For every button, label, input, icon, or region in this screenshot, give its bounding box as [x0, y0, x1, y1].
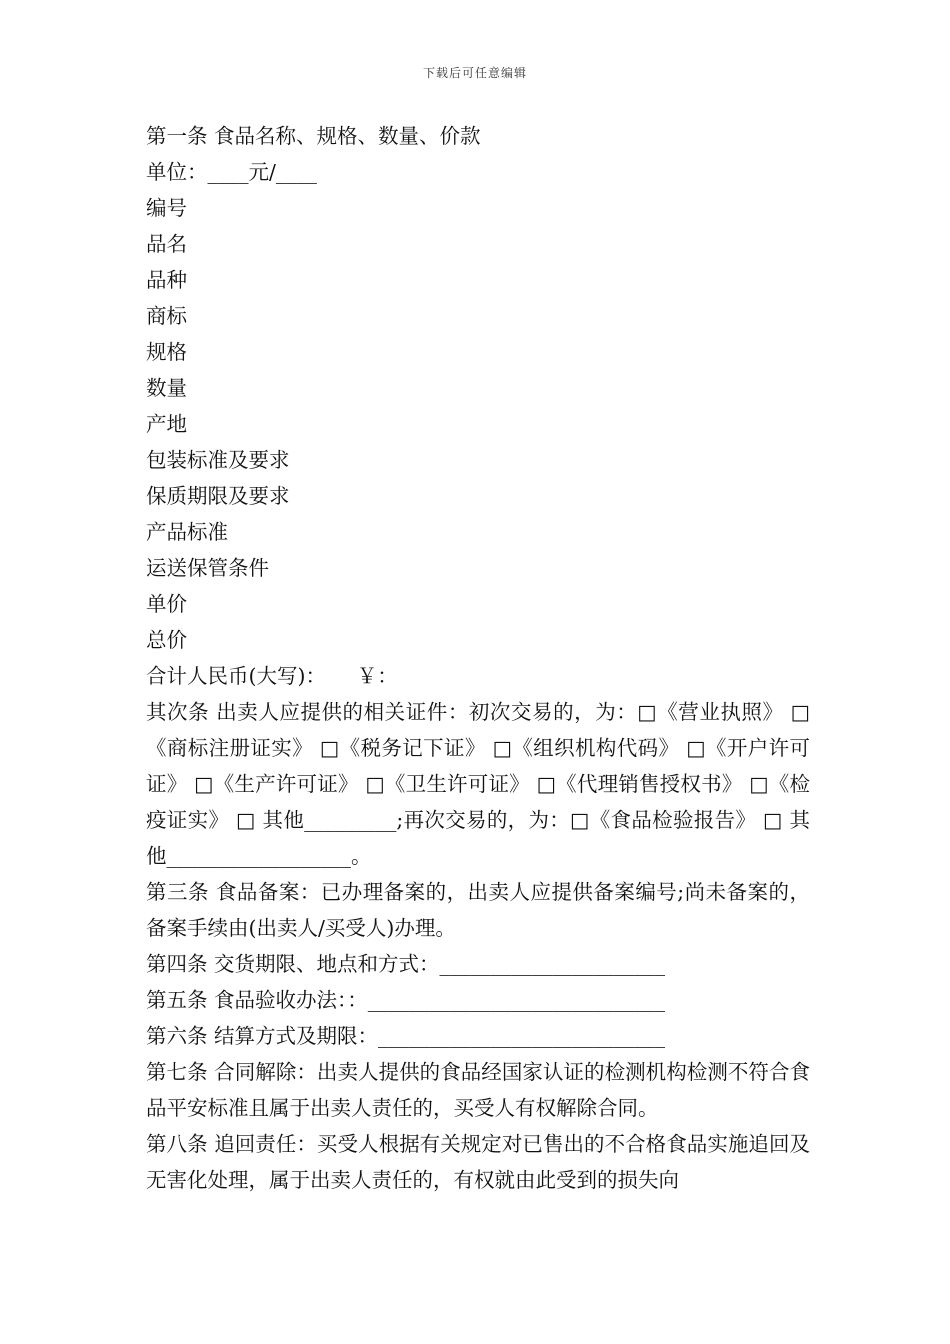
total-amount-line: 合计人民币(大写)： ￥： [146, 664, 398, 688]
article-5: 第五条 食品验收办法：：_____________________________ [146, 988, 666, 1012]
field-shelf-life: 保质期限及要求 [146, 484, 290, 508]
field-product-standard: 产品标准 [146, 520, 228, 544]
article-8: 第八条 追回责任：买受人根据有关规定对已售出的不合格食品实施追回及无害化处理，属于出卖人责任的，有权就由此受到的损失向 [146, 1132, 810, 1192]
field-transport: 运送保管条件 [146, 556, 269, 580]
field-packaging: 包装标准及要求 [146, 448, 290, 472]
field-quantity: 数量 [146, 376, 187, 400]
field-number: 编号 [146, 196, 187, 220]
article-7: 第七条 合同解除：出卖人提供的食品经国家认证的检测机构检测不符合食品平安标准且属于出卖人责任的，买受人有权解除合同。 [146, 1060, 810, 1120]
page-header: 下载后可任意编辑 [422, 66, 527, 80]
field-product-name: 品名 [146, 232, 187, 256]
article-2: 其次条 出卖人应提供的相关证件：初次交易的，为：□《营业执照》 □《商标注册证实》 □《税务记下证》 □《组织机构代码》 □《开户许可证》 □《生产许可证》 □《卫生许可证》 □《代理销售授权书》 □《检疫证实》 □ 其他_________;再次交易的，为：□《食品检验报告》 □ 其他__________________。 [146, 700, 810, 868]
field-origin: 产地 [146, 412, 187, 436]
field-variety: 品种 [146, 268, 187, 292]
field-unit-price: 单价 [146, 592, 187, 616]
field-trademark: 商标 [146, 304, 187, 328]
field-spec: 规格 [146, 340, 187, 364]
unit-line: 单位：____元/____ [146, 160, 317, 184]
article-1-title: 第一条 食品名称、规格、数量、价款 [146, 124, 481, 148]
article-3: 第三条 食品备案：已办理备案的，出卖人应提供备案编号;尚未备案的，备案手续由(出卖人/买受人)办理。 [146, 880, 810, 940]
field-total-price: 总价 [146, 628, 187, 652]
article-6: 第六条 结算方式及期限：____________________________ [146, 1024, 666, 1048]
article-4: 第四条 交货期限、地点和方式：______________________ [146, 952, 666, 976]
document-body [146, 118, 810, 1198]
